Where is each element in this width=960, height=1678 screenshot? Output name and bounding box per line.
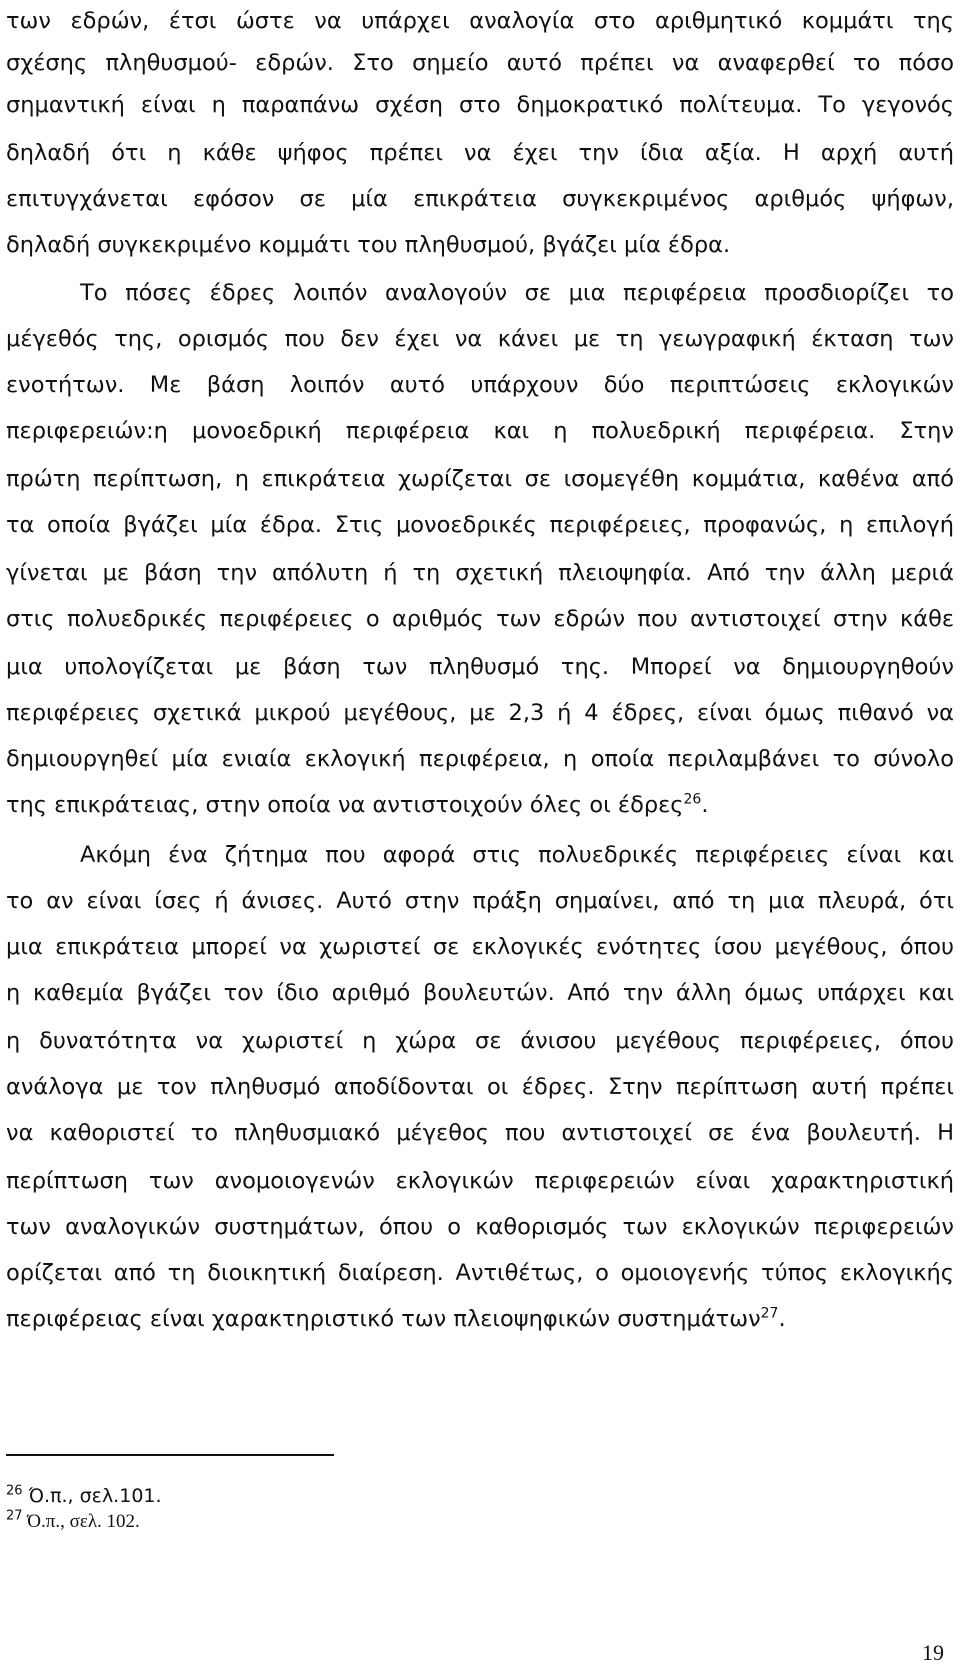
- text-line: επιτυγχάνεται εφόσον σε μία επικράτεια συγκεκριμένος αριθμός ψήφων,: [6, 186, 954, 212]
- footnote-number: 27: [6, 1508, 23, 1524]
- footnote-reference: 26: [683, 791, 702, 808]
- text-line: μια υπολογίζεται με βάση των πληθυσμό της. Μπορεί να δημιουργηθούν: [6, 654, 954, 680]
- text-line: να καθοριστεί το πληθυσμιακό μέγεθος που αντιστοιχεί σε ένα βουλευτή. Η: [6, 1120, 954, 1146]
- page-number: 19: [922, 1640, 944, 1665]
- text-line: η δυνατότητα να χωριστεί η χώρα σε άνισου μεγέθους περιφέρειες, όπου: [6, 1028, 954, 1054]
- footnote-separator: [6, 1454, 334, 1456]
- text-line: στις πολυεδρικές περιφέρειες ο αριθμός των εδρών που αντιστοιχεί στην κάθε: [6, 606, 954, 632]
- text-line: σχέσης πληθυσμού- εδρών. Στο σημείο αυτό πρέπει να αναφερθεί το πόσο: [6, 50, 954, 76]
- text-line-content: περιφέρειας είναι χαρακτηριστικό των πλειοψηφικών συστημάτων: [6, 1306, 761, 1332]
- footnote-reference: 27: [760, 1305, 779, 1322]
- text-line: ανάλογα με τον πληθυσμό αποδίδονται οι έδρες. Στην περίπτωση αυτή πρέπει: [6, 1074, 954, 1100]
- text-line: πρώτη περίπτωση, η επικράτεια χωρίζεται σε ισομεγέθη κομμάτια, καθένα από: [6, 466, 954, 492]
- text-line: περιφέρειες σχετικά μικρού μεγέθους, με 2,3 ή 4 έδρες, είναι όμως πιθανό να: [6, 700, 954, 726]
- text-line: το αν είναι ίσες ή άνισες. Αυτό στην πράξη σημαίνει, από τη μια πλευρά, ότι: [6, 888, 954, 914]
- text-line: Ακόμη ένα ζήτημα που αφορά στις πολυεδρικές περιφέρειες είναι και: [80, 842, 954, 868]
- text-line: περιφερειών:η μονοεδρική περιφέρεια και η πολυεδρική περιφέρεια. Στην: [6, 418, 954, 444]
- text-line: η καθεμία βγάζει τον ίδιο αριθμό βουλευτών. Από την άλλη όμως υπάρχει και: [6, 980, 954, 1006]
- text-line: σημαντική είναι η παραπάνω σχέση στο δημοκρατικό πολίτευμα. Το γεγονός: [6, 92, 954, 118]
- text-line: των εδρών, έτσι ώστε να υπάρχει αναλογία στο αριθμητικό κομμάτι της: [6, 8, 954, 34]
- text-line: ενοτήτων. Με βάση λοιπόν αυτό υπάρχουν δύο περιπτώσεις εκλογικών: [6, 372, 954, 398]
- text-line: τα οποία βγάζει μία έδρα. Στις μονοεδρικές περιφέρειες, προφανώς, η επιλογή: [6, 512, 954, 538]
- text-line: μέγεθός της, ορισμός που δεν έχει να κάνει με τη γεωγραφική έκταση των: [6, 326, 954, 352]
- text-line: γίνεται με βάση την απόλυτη ή τη σχετική πλειοψηφία. Από την άλλη μεριά: [6, 560, 954, 586]
- text-line: των αναλογικών συστημάτων, όπου ο καθορισμός των εκλογικών περιφερειών: [6, 1214, 954, 1240]
- text-line: δημιουργηθεί μία ενιαία εκλογική περιφέρεια, η οποία περιλαμβάνει το σύνολο: [6, 746, 954, 772]
- text-line: περίπτωση των ανομοιογενών εκλογικών περιφερειών είναι χαρακτηριστική: [6, 1168, 954, 1194]
- sentence-end: .: [778, 1306, 786, 1332]
- footnote-text: Ό.π., σελ. 102.: [27, 1511, 140, 1532]
- text-line: [6, 790, 708, 820]
- text-line: ορίζεται από τη διοικητική διαίρεση. Αντιθέτως, ο ομοιογενής τύπος εκλογικής: [6, 1260, 954, 1286]
- text-line: δηλαδή ότι η κάθε ψήφος πρέπει να έχει την ίδια αξία. Η αρχή αυτή: [6, 140, 954, 166]
- text-line: [6, 1304, 786, 1334]
- text-line: δηλαδή συγκεκριμένο κομμάτι του πληθυσμού, βγάζει μία έδρα.: [6, 232, 731, 258]
- footnote-27: [6, 1510, 140, 1534]
- text-line: μια επικράτεια μπορεί να χωριστεί σε εκλογικές ενότητες ίσου μεγέθους, όπου: [6, 934, 954, 960]
- footnote-26: [6, 1484, 162, 1508]
- footnote-text: Ό.π., σελ.101.: [28, 1485, 162, 1507]
- text-line-content: της επικράτειας, στην οποία να αντιστοιχούν όλες οι έδρες: [6, 792, 684, 818]
- sentence-end: .: [701, 792, 709, 818]
- text-line: Το πόσες έδρες λοιπόν αναλογούν σε μια περιφέρεια προσδιορίζει το: [80, 280, 954, 306]
- footnote-number: 26: [6, 1483, 23, 1499]
